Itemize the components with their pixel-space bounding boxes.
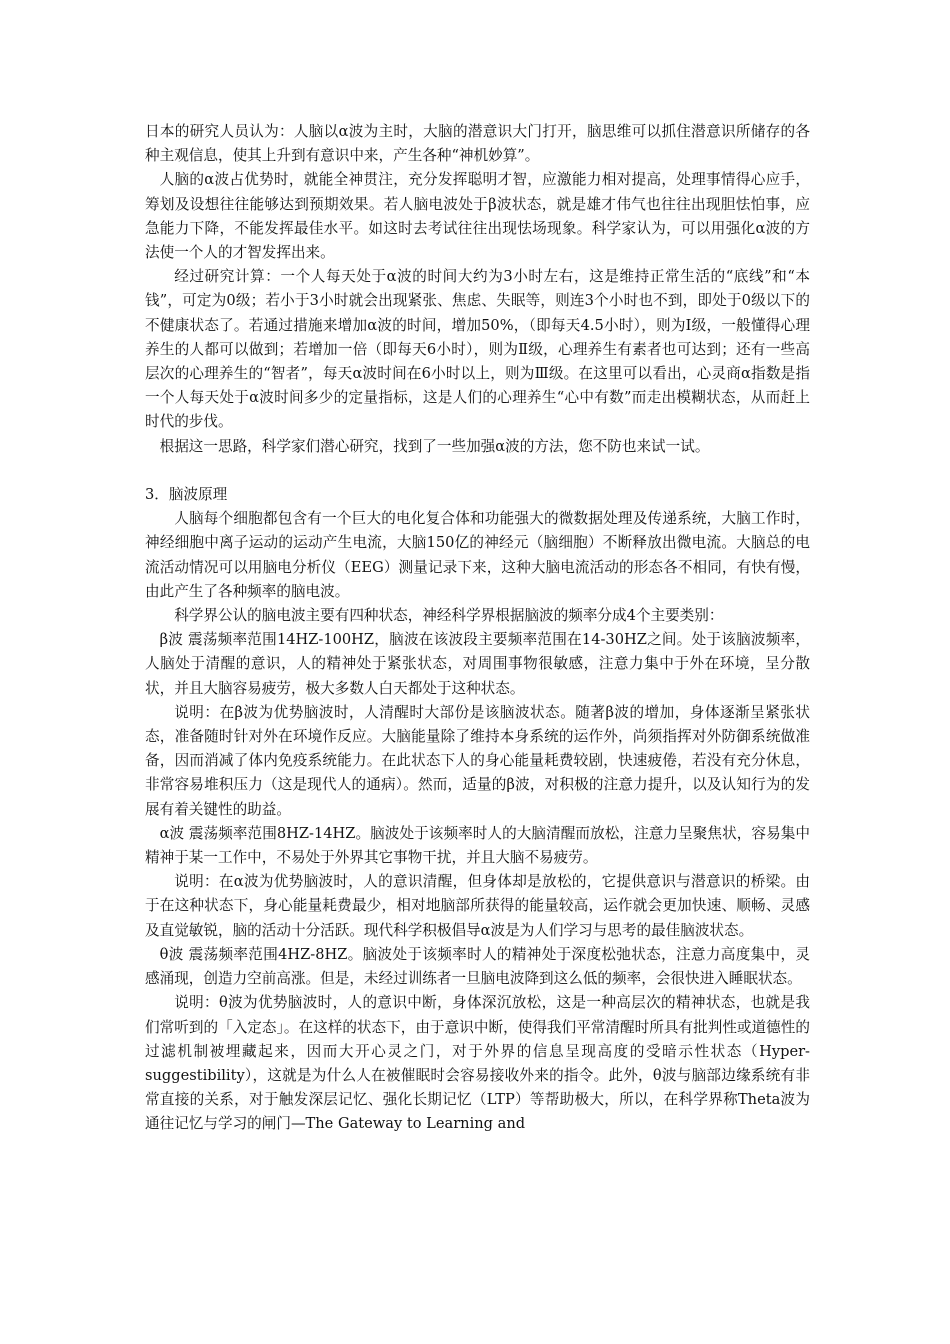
paragraph-brain-cells: 人脑每个细胞都包含有一个巨大的电化复合体和功能强大的微数据处理及传递系统，大脑工作时，神经细胞中离子运动的运动产生电流，大脑150亿的神经元（脑细胞）不断释放出微电流。大脑总的电流活动情况可以用脑电分析仪（EEG）测量记录下来，这种大脑电流活动的形态各不相同，有快有慢，由此产生了各种频率的脑电波。 [145, 510, 810, 600]
section-heading-brainwave-principle: 3．脑波原理 [145, 486, 228, 504]
paragraph-research-calculation: 经过研究计算：一个人每天处于α波的时间大约为3小时左右，这是维持正常生活的“底线”和“本钱”，可定为0级；若小于3小时就会出现紧张、焦虑、失眠等，则连3个小时也不到，即处于0级以下的不健康状态了。若通过措施来增加α波的时间，增加50%，（即每天4.5小时），则为Ⅰ级，一般懂得心理养生的人都可以做到；若增加一倍（即每天6小时），则为Ⅱ级，心理养生有素者也可达到；还有一些高层次的心理养生的“智者”，每天α波时间在6小时以上，则为Ⅲ级。在这里可以看出，心灵商α指数是指一个人每天处于α波时间多少的定量指标，这是人们的心理养生“心中有数”而走出模糊状态，从而赶上时代的步伐。 [145, 268, 810, 431]
paragraph-four-states: 科学界公认的脑电波主要有四种状态，神经科学界根据脑波的频率分成4个主要类别： [174, 607, 724, 625]
blank-line [145, 459, 810, 483]
paragraph-alpha-note: 说明：在α波为优势脑波时，人的意识清醒，但身体却是放松的，它提供意识与潜意识的桥梁。由于在这种状态下，身心能量耗费最少，相对地脑部所获得的能量较高，运作就会更加快速、顺畅、灵感及直觉敏锐，脑的活动十分活跃。现代科学积极倡导α波是为人们学习与思考的最佳脑波状态。 [145, 873, 810, 939]
paragraph-theta-wave: θ波 震荡频率范围4HZ-8HZ。脑波处于该频率时人的精神处于深度松弛状态，注意力高度集中，灵感涌现，创造力空前高涨。但是，未经过训练者一旦脑电波降到这么低的频率，会很快进入睡眠状态。 [145, 945, 810, 988]
paragraph-alpha-wave: α波 震荡频率范围8HZ-14HZ。脑波处于该频率时人的大脑清醒而放松，注意力呈聚焦状，容易集中精神于某一工作中，不易处于外界其它事物干扰，并且大脑不易疲劳。 [145, 824, 810, 867]
paragraph-japan-research: 日本的研究人员认为：人脑以α波为主时，大脑的潜意识大门打开，脑思维可以抓住潜意识所储存的各种主观信息，使其上升到有意识中来，产生各种“神机妙算”。 [145, 123, 810, 165]
paragraph-methods-intro: 根据这一思路，科学家们潜心研究，找到了一些加强α波的方法，您不防也来试一试。 [159, 437, 710, 455]
document-body [145, 120, 810, 1137]
paragraph-theta-note: 说明：θ波为优势脑波时，人的意识中断，身体深沉放松，这是一种高层次的精神状态，也就是我们常听到的「入定态」。在这样的状态下，由于意识中断，使得我们平常清醒时所具有批判性或道德性的过滤机制被埋藏起来，因而大开心灵之门，对于外界的信息呈现高度的受暗示性状态（Hyper-suggestibility），这就是为什么人在被催眠时会容易接收外来的指令。此外，θ波与脑部边缘系统有非常直接的关系，对于触发深层记忆、强化长期记忆（LTP）等帮助极大，所以，在科学界称Theta波为通往记忆与学习的闸门—The Gateway to Learning and [145, 994, 810, 1133]
paragraph-beta-wave: β波 震荡频率范围14HZ-100HZ，脑波在该波段主要频率范围在14-30HZ之间。处于该脑波频率，人脑处于清醒的意识，人的精神处于紧张状态，对周围事物很敏感，注意力集中于外在环境，呈分散状，并且大脑容易疲劳，极大多数人白天都处于这种状态。 [145, 631, 810, 697]
paragraph-beta-note: 说明：在β波为优势脑波时，人清醒时大部份是该脑波状态。随著β波的增加，身体逐渐呈紧张状态，准备随时针对外在环境作反应。大脑能量除了维持本身系统的运作外，尚须指挥对外防御系统做准备，因而消减了体内免疫系统能力。在此状态下人的身心能量耗费较剧，快速疲倦，若没有充分休息，非常容易堆积压力（这是现代人的通病）。然而，适量的β波，对积极的注意力提升，以及认知行为的发展有着关键性的助益。 [145, 703, 810, 818]
paragraph-alpha-advantage: 人脑的α波占优势时，就能全神贯注，充分发挥聪明才智，应激能力相对提高，处理事情得心应手，筹划及设想往往能够达到预期效果。若人脑电波处于β波状态，就是雄才伟气也往往出现胆怯怕事，应急能力下降，不能发挥最佳水平。如这时去考试往往出现怯场现象。科学家认为，可以用强化α波的方法使一个人的才智发挥出来。 [145, 171, 810, 262]
